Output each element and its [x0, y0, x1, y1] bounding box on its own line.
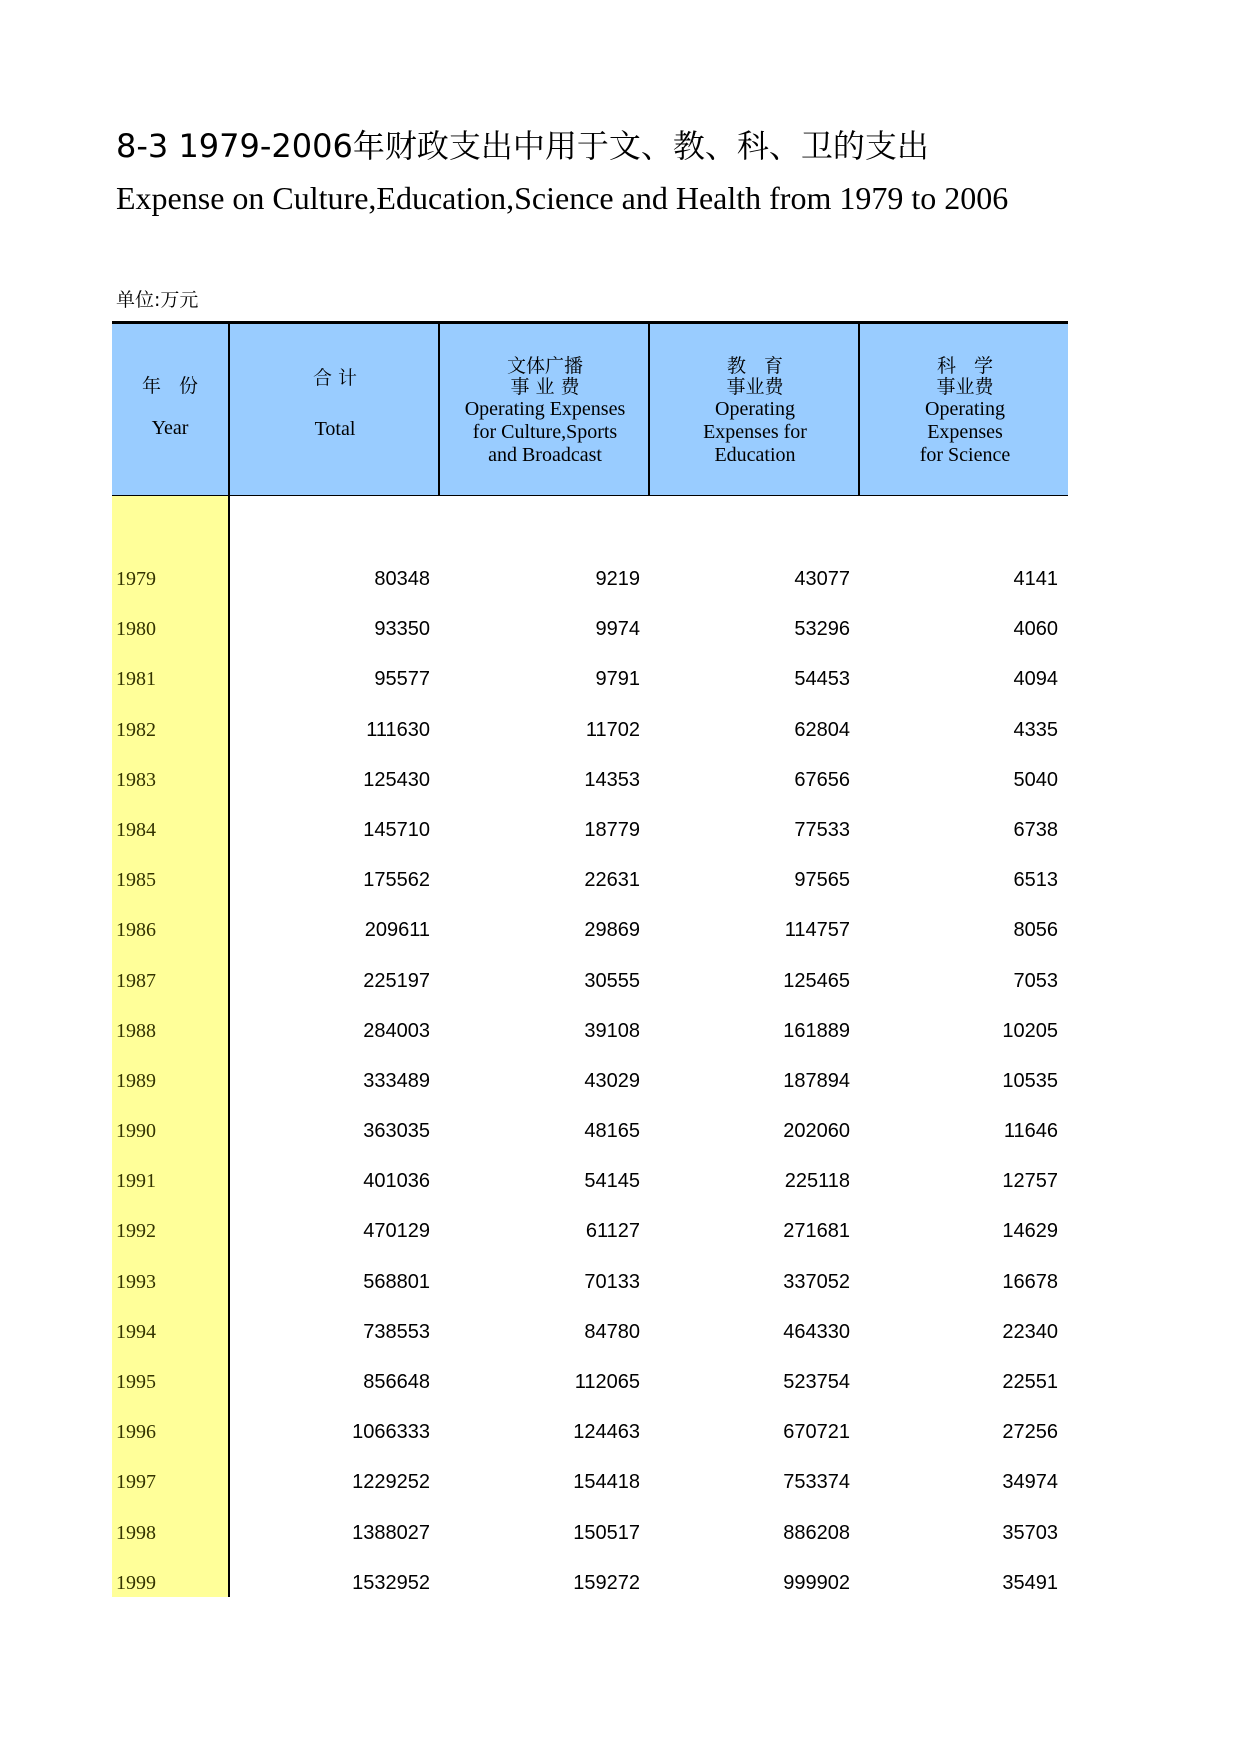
cell-year[interactable]: 1993: [116, 1270, 156, 1293]
cell-year[interactable]: 1992: [116, 1220, 156, 1243]
header-total[interactable]: [228, 324, 440, 495]
cell-education[interactable]: 125465: [783, 969, 850, 992]
cell-science[interactable]: 14629: [1002, 1220, 1058, 1243]
header-science-en1: Operating: [925, 398, 1005, 420]
cell-education[interactable]: 67656: [794, 768, 850, 791]
cell-education[interactable]: 62804: [794, 718, 850, 741]
table-row[interactable]: [112, 1056, 1068, 1106]
cell-science[interactable]: 11646: [1003, 1120, 1058, 1143]
cell-science[interactable]: 27256: [1002, 1421, 1058, 1444]
cell-culture[interactable]: 14353: [584, 768, 640, 791]
table-row[interactable]: [112, 604, 1068, 654]
cell-culture[interactable]: 70133: [584, 1270, 640, 1293]
table-row[interactable]: [112, 1257, 1068, 1307]
cell-education[interactable]: 337052: [783, 1270, 850, 1293]
cell-culture[interactable]: 54145: [584, 1170, 640, 1193]
cell-year[interactable]: 1983: [116, 768, 156, 791]
cell-total[interactable]: 175562: [363, 869, 430, 892]
cell-total[interactable]: 284003: [363, 1019, 430, 1042]
cell-total[interactable]: 1066333: [352, 1421, 430, 1444]
cell-year[interactable]: 1995: [116, 1371, 156, 1393]
cell-total[interactable]: 470129: [363, 1220, 430, 1243]
cell-total[interactable]: 80348: [374, 568, 430, 590]
cell-total[interactable]: 738553: [363, 1320, 430, 1343]
cell-education[interactable]: 225118: [784, 1170, 850, 1193]
header-year-cn: 年 份: [141, 375, 199, 397]
header-culture-en3: and Broadcast: [488, 444, 602, 466]
cell-total[interactable]: 145710: [363, 818, 430, 841]
cell-culture[interactable]: 61127: [585, 1220, 640, 1243]
table-row[interactable]: [112, 1307, 1068, 1357]
cell-education[interactable]: 753374: [783, 1471, 850, 1494]
cell-year[interactable]: 1986: [116, 919, 156, 942]
cell-education[interactable]: 187894: [783, 1069, 850, 1092]
cell-science[interactable]: 34974: [1002, 1471, 1058, 1494]
cell-education[interactable]: 114757: [784, 919, 850, 942]
cell-year[interactable]: 1980: [116, 618, 156, 641]
header-education-en2: Expenses for: [703, 421, 807, 443]
cell-culture[interactable]: 29869: [584, 919, 640, 942]
cell-education[interactable]: 523754: [783, 1371, 850, 1393]
cell-total[interactable]: 363035: [363, 1120, 430, 1143]
cell-culture[interactable]: 48165: [584, 1120, 640, 1143]
cell-year[interactable]: 1989: [116, 1069, 156, 1092]
cell-education[interactable]: 670721: [783, 1421, 850, 1444]
header-culture-en1: Operating Expenses: [464, 398, 626, 420]
table-row[interactable]: [112, 705, 1068, 755]
cell-culture[interactable]: 124463: [573, 1421, 640, 1444]
header-education-cn2: 事业费: [726, 376, 784, 398]
table-row[interactable]: [112, 1407, 1068, 1457]
cell-culture[interactable]: 150517: [573, 1521, 640, 1544]
cell-total[interactable]: 95577: [374, 668, 430, 691]
header-science-en3: for Science: [919, 444, 1011, 466]
header-science-en2: Expenses: [927, 421, 1003, 443]
cell-year[interactable]: 1985: [116, 869, 156, 892]
cell-science[interactable]: 6738: [1013, 818, 1058, 841]
header-culture-cn1: 文体广播: [506, 355, 583, 377]
cell-total[interactable]: 333489: [363, 1069, 430, 1092]
cell-science[interactable]: 6513: [1013, 869, 1058, 892]
cell-year[interactable]: 1984: [116, 818, 156, 841]
cell-culture[interactable]: 18779: [584, 818, 640, 841]
cell-culture[interactable]: 9791: [595, 668, 640, 691]
cell-year[interactable]: 1988: [116, 1019, 156, 1042]
table-row[interactable]: [112, 1156, 1068, 1206]
table-header-row: [112, 324, 1068, 496]
cell-science[interactable]: 35703: [1002, 1521, 1058, 1544]
cell-year[interactable]: 1982: [116, 718, 156, 741]
cell-total[interactable]: 111630: [366, 718, 430, 741]
cell-science[interactable]: 12757: [1002, 1170, 1058, 1193]
header-education-en3: Education: [714, 444, 796, 466]
cell-total[interactable]: 568801: [363, 1270, 430, 1293]
header-year[interactable]: [112, 324, 228, 495]
cell-science[interactable]: 7053: [1013, 969, 1058, 992]
cell-science[interactable]: 22551: [1002, 1371, 1058, 1393]
cell-education[interactable]: 43077: [794, 568, 850, 590]
cell-education[interactable]: 53296: [794, 618, 850, 641]
header-culture-cn2: 事 业 费: [510, 376, 580, 398]
cell-science[interactable]: 4335: [1013, 718, 1058, 741]
cell-education[interactable]: 886208: [783, 1521, 850, 1544]
cell-year[interactable]: 1997: [116, 1471, 156, 1494]
cell-education[interactable]: 464330: [783, 1320, 850, 1343]
header-education-cn1: 教 育: [726, 355, 784, 377]
table-row[interactable]: [112, 654, 1068, 704]
cell-science[interactable]: 10535: [1002, 1069, 1058, 1092]
cell-education[interactable]: 161889: [783, 1019, 850, 1042]
cell-culture[interactable]: 39108: [584, 1019, 640, 1042]
cell-science[interactable]: 16678: [1002, 1270, 1058, 1293]
header-total-cn: 合 计: [312, 367, 358, 389]
cell-culture[interactable]: 9974: [595, 618, 640, 641]
table-row[interactable]: [112, 905, 1068, 955]
table-row[interactable]: [112, 1508, 1068, 1558]
cell-year[interactable]: 1990: [116, 1120, 156, 1143]
table-row[interactable]: [112, 1558, 1068, 1608]
cell-education[interactable]: 202060: [783, 1120, 850, 1143]
cell-science[interactable]: 4141: [1013, 568, 1058, 590]
cell-total[interactable]: 401036: [363, 1170, 430, 1193]
header-culture-en2: for Culture,Sports: [472, 421, 618, 443]
header-education[interactable]: [648, 324, 860, 495]
table-row[interactable]: [112, 1457, 1068, 1507]
cell-culture[interactable]: 22631: [584, 869, 640, 892]
cell-total[interactable]: 209611: [364, 919, 430, 942]
cell-culture[interactable]: 9219: [595, 568, 640, 590]
cell-culture[interactable]: 84780: [584, 1320, 640, 1343]
cell-education[interactable]: 97565: [794, 869, 850, 892]
cell-total[interactable]: 1388027: [352, 1521, 430, 1544]
table-row[interactable]: [112, 554, 1068, 604]
cell-total[interactable]: 93350: [374, 618, 430, 641]
cell-education[interactable]: 999902: [783, 1571, 850, 1594]
page-title-cn: 8-3 1979-2006年财政支出中用于文、教、科、卫的支出: [116, 127, 929, 165]
cell-culture[interactable]: 159272: [573, 1571, 640, 1594]
page-title-en: Expense on Culture,Education,Science and Health from 1979 to 2006: [116, 180, 1009, 216]
unit-label: 单位:万元: [116, 289, 199, 311]
cell-year[interactable]: 1994: [116, 1320, 156, 1343]
cell-total[interactable]: 125430: [363, 768, 430, 791]
table-row[interactable]: [112, 805, 1068, 855]
table-row[interactable]: [112, 1357, 1068, 1407]
cell-year[interactable]: 1979: [116, 568, 156, 590]
table-row[interactable]: [112, 755, 1068, 805]
cell-science[interactable]: 8056: [1013, 919, 1058, 942]
cell-education[interactable]: 77533: [794, 818, 850, 841]
cell-education[interactable]: 54453: [794, 668, 850, 691]
cell-science[interactable]: 5040: [1013, 768, 1058, 791]
header-science-cn1: 科 学: [936, 355, 994, 377]
cell-science[interactable]: 10205: [1002, 1019, 1058, 1042]
cell-culture[interactable]: 30555: [584, 969, 640, 992]
table-body: [112, 554, 1068, 1608]
header-total-en: Total: [314, 418, 356, 440]
cell-science[interactable]: 35491: [1002, 1571, 1058, 1594]
header-science[interactable]: [858, 324, 1070, 495]
table-row[interactable]: [112, 1006, 1068, 1056]
cell-year[interactable]: 1996: [116, 1421, 156, 1444]
cell-total[interactable]: 225197: [363, 969, 430, 992]
cell-culture[interactable]: 11702: [585, 718, 640, 741]
cell-science[interactable]: 4060: [1013, 618, 1058, 641]
table-row[interactable]: [112, 855, 1068, 905]
table-row[interactable]: [112, 1206, 1068, 1256]
cell-year[interactable]: 1991: [116, 1170, 156, 1193]
cell-culture[interactable]: 154418: [573, 1471, 640, 1494]
table-row[interactable]: [112, 956, 1068, 1006]
cell-education[interactable]: 271681: [783, 1220, 850, 1243]
cell-science[interactable]: 4094: [1013, 668, 1058, 691]
cell-culture[interactable]: 43029: [584, 1069, 640, 1092]
cell-total[interactable]: 856648: [363, 1371, 430, 1393]
header-science-cn2: 事业费: [936, 376, 994, 398]
header-education-en1: Operating: [715, 398, 795, 420]
cell-year[interactable]: 1987: [116, 969, 156, 992]
cell-year[interactable]: 1999: [116, 1571, 156, 1594]
cell-culture[interactable]: 112065: [574, 1371, 640, 1393]
cell-year[interactable]: 1998: [116, 1521, 156, 1544]
cell-total[interactable]: 1229252: [352, 1471, 430, 1494]
header-culture[interactable]: [438, 324, 650, 495]
cell-total[interactable]: 1532952: [352, 1571, 430, 1594]
cell-science[interactable]: 22340: [1002, 1320, 1058, 1343]
cell-year[interactable]: 1981: [116, 668, 156, 691]
table-row[interactable]: [112, 1106, 1068, 1156]
header-year-en: Year: [151, 417, 189, 439]
